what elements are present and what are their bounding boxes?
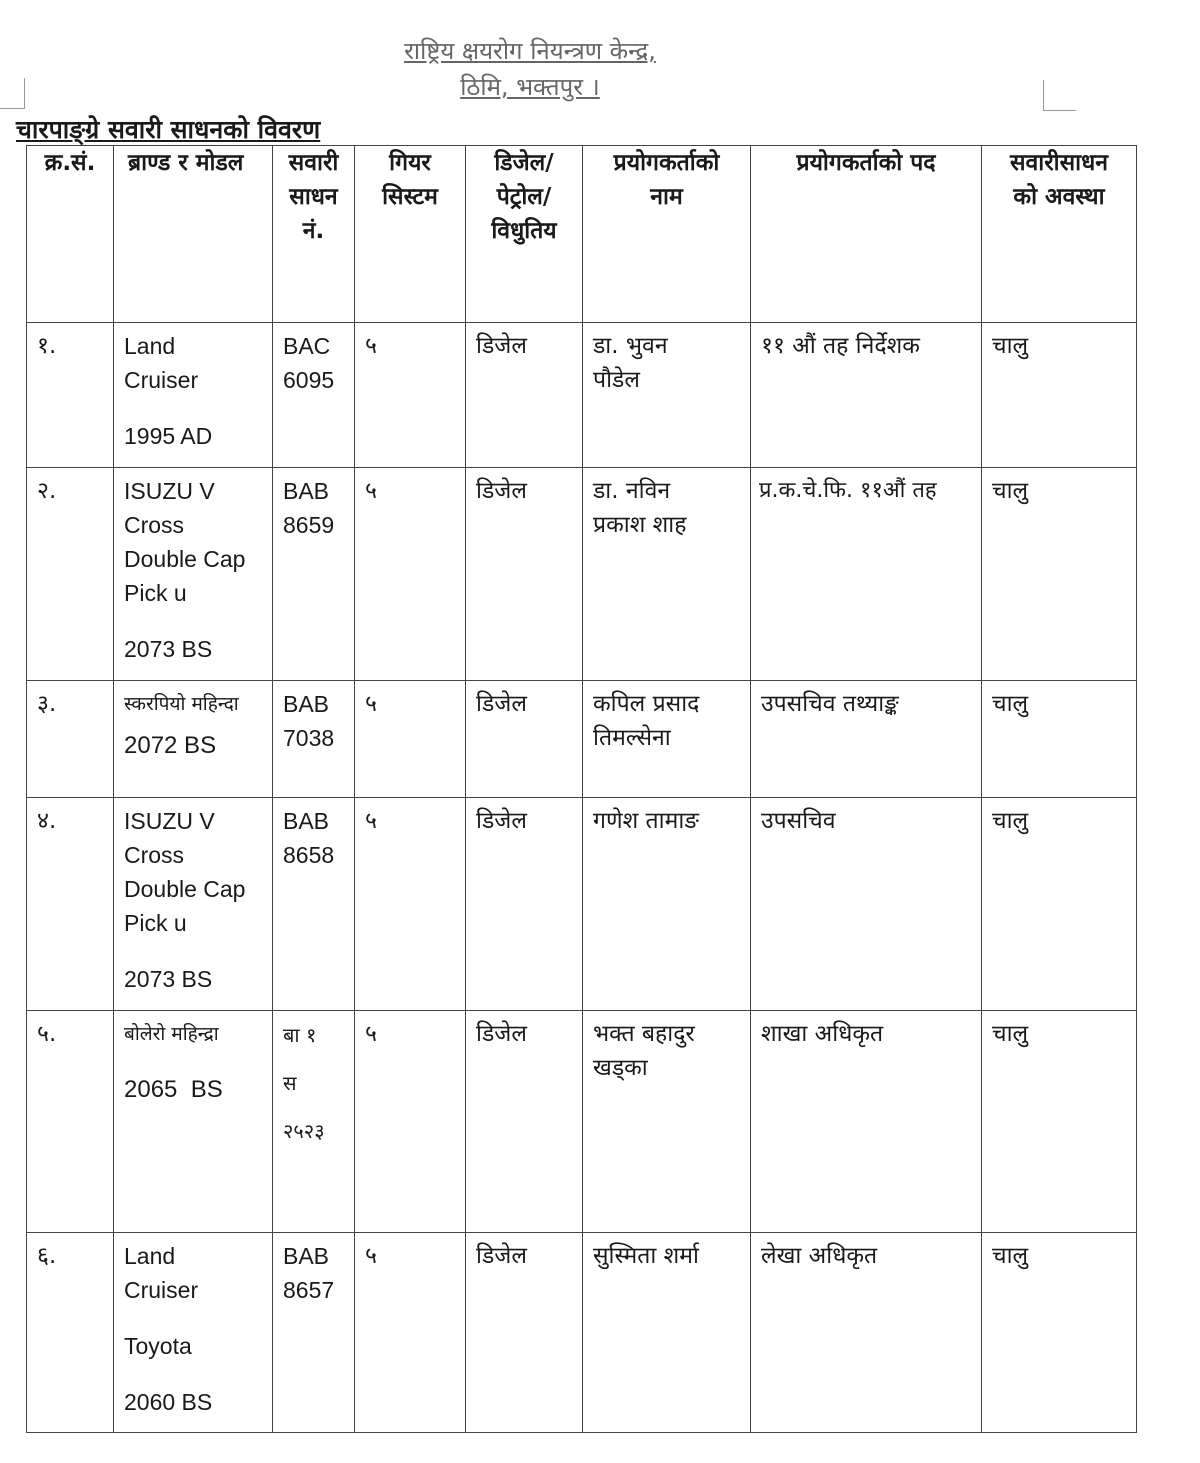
brand-year: 2073 BS	[124, 966, 213, 992]
plate-line: 7038	[283, 725, 335, 751]
cell-user-name	[583, 468, 751, 681]
cell-status: चालु	[982, 798, 1137, 1011]
header-line: नाम	[650, 184, 683, 210]
cell-brand	[114, 681, 273, 798]
cell-user-name	[583, 323, 751, 468]
cell-gear: ५	[355, 1233, 466, 1433]
brand-year: 2060 BS	[124, 1389, 213, 1415]
cell-status: चालु	[982, 1233, 1137, 1433]
plate-line: 8657	[283, 1277, 335, 1303]
cell-sn: २.	[27, 468, 114, 681]
cell-brand	[114, 468, 273, 681]
brand-line: Toyota	[124, 1333, 192, 1359]
margin-crop-mark-left	[0, 78, 25, 109]
brand-year: 1995 AD	[124, 423, 213, 449]
brand-line: ISUZU V	[124, 808, 215, 834]
cell-user-post: शाखा अधिकृत	[751, 1011, 982, 1233]
user-line: प्रकाश शाह	[593, 512, 687, 538]
brand-line: Land	[124, 1243, 176, 1269]
table-row	[27, 468, 1137, 681]
brand-line: Land	[124, 333, 176, 359]
plate-line: BAB	[283, 1243, 330, 1269]
user-line: डा. नविन	[593, 478, 671, 504]
brand-line: Cross	[124, 842, 185, 868]
header-line: साधन	[289, 184, 338, 210]
cell-fuel: डिजेल	[466, 681, 583, 798]
cell-user-name	[583, 1233, 751, 1433]
col-header-vehicle-no	[273, 146, 355, 323]
cell-sn: ३.	[27, 681, 114, 798]
plate-line: BAB	[283, 691, 330, 717]
header-line: सवारी	[288, 150, 339, 176]
plate-line: BAC	[283, 333, 331, 359]
cell-brand	[114, 323, 273, 468]
brand-year: 2072 BS	[124, 732, 217, 759]
cell-fuel: डिजेल	[466, 323, 583, 468]
cell-plate	[273, 798, 355, 1011]
cell-fuel: डिजेल	[466, 1011, 583, 1233]
header-line: नं.	[302, 218, 325, 244]
plate-line: स	[283, 1071, 297, 1095]
cell-user-name	[583, 1011, 751, 1233]
brand-line: ISUZU V	[124, 478, 215, 504]
cell-sn: १.	[27, 323, 114, 468]
user-line: खड्का	[593, 1055, 648, 1081]
brand-line: Cruiser	[124, 1277, 199, 1303]
brand-line: Double Cap	[124, 876, 246, 902]
brand-year: 2065 BS	[124, 1076, 223, 1103]
col-header-status	[982, 146, 1137, 323]
cell-sn: ४.	[27, 798, 114, 1011]
cell-user-post: ११ औं तह निर्देशक	[751, 323, 982, 468]
cell-plate	[273, 1011, 355, 1233]
plate-line: BAB	[283, 808, 330, 834]
header-line: गियर	[389, 150, 431, 176]
cell-fuel: डिजेल	[466, 1233, 583, 1433]
cell-brand	[114, 1011, 273, 1233]
margin-crop-mark-right	[1043, 80, 1076, 111]
brand-line: Double Cap	[124, 546, 246, 572]
user-line: गणेश तामाङ	[593, 808, 699, 834]
cell-plate	[273, 468, 355, 681]
cell-sn: ५.	[27, 1011, 114, 1233]
brand-line: बोलेरो महिन्द्रा	[124, 1023, 219, 1045]
vehicle-table	[26, 145, 1137, 1433]
plate-line: 6095	[283, 367, 335, 393]
table-row	[27, 1233, 1137, 1433]
cell-brand	[114, 1233, 273, 1433]
cell-plate	[273, 681, 355, 798]
plate-line: BAB	[283, 478, 330, 504]
org-name-line1: राष्ट्रिय क्षयरोग नियन्त्रण केन्द्र,	[404, 37, 656, 65]
table-header-row	[27, 146, 1137, 323]
user-line: भक्त बहादुर	[593, 1021, 695, 1047]
brand-line: Cruiser	[124, 367, 199, 393]
plate-line: २५२३	[283, 1119, 325, 1143]
header-line: को अवस्था	[1013, 184, 1105, 210]
plate-line: बा १	[283, 1023, 317, 1047]
user-line: सुस्मिता शर्मा	[593, 1243, 699, 1269]
cell-status: चालु	[982, 681, 1137, 798]
cell-user-post: उपसचिव	[751, 798, 982, 1011]
brand-line: Pick u	[124, 580, 187, 606]
header-line: प्रयोगकर्ताको	[613, 150, 720, 176]
header-line: पेट्रोल/	[496, 184, 552, 210]
cell-gear: ५	[355, 1011, 466, 1233]
cell-sn: ६.	[27, 1233, 114, 1433]
col-header-fuel	[466, 146, 583, 323]
cell-plate	[273, 1233, 355, 1433]
header-line: सिस्टम	[382, 184, 438, 210]
cell-brand	[114, 798, 273, 1011]
col-header-brand: ब्राण्ड र मोडल	[114, 146, 273, 323]
plate-line: 8658	[283, 842, 335, 868]
cell-user-post: लेखा अधिकृत	[751, 1233, 982, 1433]
document-heading: चारपाङ्ग्रे सवारी साधनको विवरण	[16, 115, 321, 144]
cell-gear: ५	[355, 798, 466, 1011]
cell-fuel: डिजेल	[466, 468, 583, 681]
cell-gear: ५	[355, 323, 466, 468]
brand-line: स्करपियो महिन्दा	[124, 693, 239, 715]
col-header-user-name	[583, 146, 751, 323]
cell-fuel: डिजेल	[466, 798, 583, 1011]
col-header-gear	[355, 146, 466, 323]
org-address-line2: ठिमि, भक्तपुर ।	[460, 73, 600, 101]
header-line: विधुतिय	[491, 218, 557, 244]
header-line: सवारीसाधन	[1009, 150, 1109, 176]
user-line: पौडेल	[593, 367, 640, 393]
cell-status: चालु	[982, 468, 1137, 681]
header-line: डिजेल/	[494, 150, 554, 176]
user-line: डा. भुवन	[593, 333, 668, 359]
plate-line: 8659	[283, 512, 335, 538]
cell-gear: ५	[355, 468, 466, 681]
cell-user-name	[583, 798, 751, 1011]
brand-line: Cross	[124, 512, 185, 538]
cell-gear: ५	[355, 681, 466, 798]
col-header-sn: क्र.सं.	[27, 146, 114, 323]
cell-user-name	[583, 681, 751, 798]
cell-status: चालु	[982, 323, 1137, 468]
col-header-user-post: प्रयोगकर्ताको पद	[751, 146, 982, 323]
cell-status: चालु	[982, 1011, 1137, 1233]
brand-line: Pick u	[124, 910, 187, 936]
table-row	[27, 1011, 1137, 1233]
brand-year: 2073 BS	[124, 636, 213, 662]
cell-plate	[273, 323, 355, 468]
table-row	[27, 798, 1137, 1011]
cell-user-post: उपसचिव तथ्याङ्क	[751, 681, 982, 798]
cell-user-post: प्र.क.चे.फि. ११औं तह	[751, 468, 982, 681]
table-row	[27, 323, 1137, 468]
table-row	[27, 681, 1137, 798]
user-line: तिमल्सेना	[593, 725, 671, 751]
user-line: कपिल प्रसाद	[593, 691, 700, 717]
